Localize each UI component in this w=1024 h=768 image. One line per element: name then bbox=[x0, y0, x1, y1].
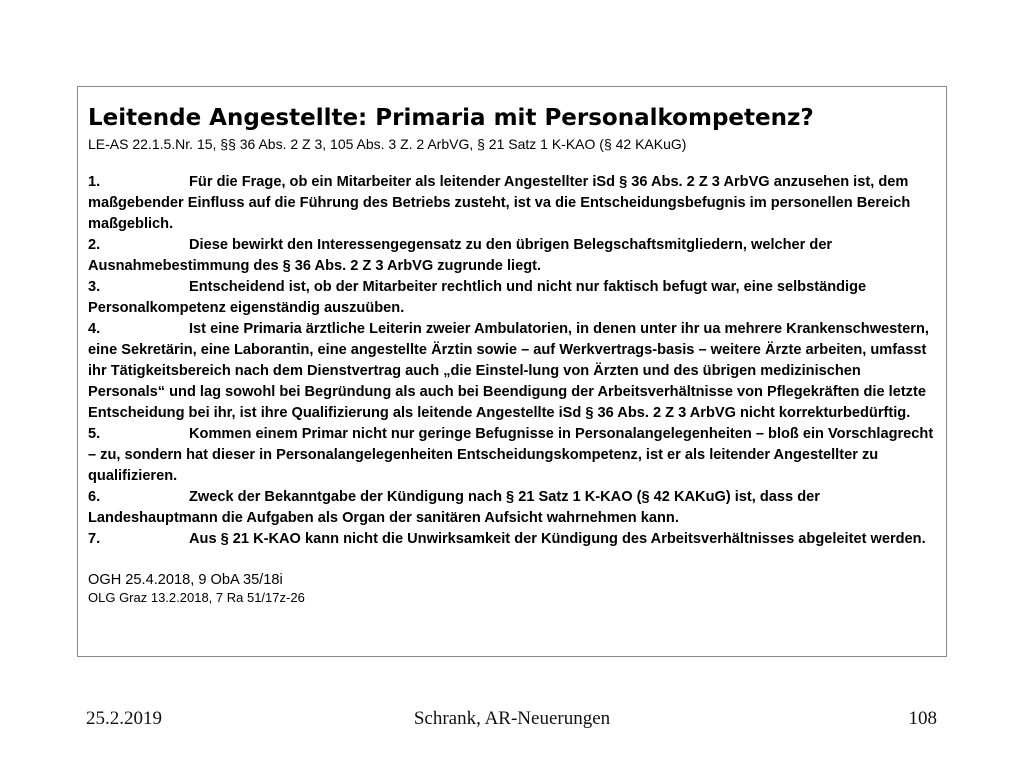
item-number: 6. bbox=[88, 489, 101, 505]
item-number: 1. bbox=[88, 174, 101, 190]
item-number: 3. bbox=[88, 279, 101, 295]
list-item bbox=[88, 172, 936, 235]
spacer bbox=[88, 153, 936, 172]
item-text: Diese bewirkt den Interessengegensatz zu den übrigen Belegschaftsmitgliedern, welcher der Ausnahmebestimmung des § 36 Abs. 2 Z 3 ArbVG zugrunde liegt. bbox=[88, 237, 833, 274]
footer-title: Schrank, AR-Neuerungen bbox=[413, 708, 611, 729]
page-number: 108 bbox=[908, 708, 937, 729]
item-text: Kommen einem Primar nicht nur geringe Befugnisse in Personalangelegenheiten – bloß ein Vorschlagrecht – zu, sondern hat dieser in Personalangelegenheiten Entscheidungskompetenz, ist er als leitender Angestellter zu qualifizieren. bbox=[88, 426, 934, 484]
item-number: 4. bbox=[88, 321, 101, 337]
list-item bbox=[88, 277, 936, 319]
slide-title: Leitende Angestellte: Primaria mit Personalkompetenz? bbox=[88, 105, 814, 131]
list-item bbox=[88, 487, 936, 529]
list-item bbox=[88, 424, 936, 487]
item-number: 2. bbox=[88, 237, 101, 253]
item-text: Entscheidend ist, ob der Mitarbeiter rechtlich und nicht nur faktisch befugt war, eine selbständige Personalkompetenz eigenständig auszuüben. bbox=[88, 279, 867, 316]
item-list bbox=[88, 172, 936, 550]
item-number: 5. bbox=[88, 426, 101, 442]
list-item bbox=[88, 235, 936, 277]
list-item bbox=[88, 529, 936, 550]
item-text: Für die Frage, ob ein Mitarbeiter als leitender Angestellter iSd § 36 Abs. 2 Z 3 ArbVG anzusehen ist, dem maßgebender Einfluss auf die Führung des Betriebs zusteht, ist va die Entscheidungsbefugnis im personellen Bereich maßgeblich. bbox=[88, 174, 911, 232]
court-citation-olg: OLG Graz 13.2.2018, 7 Ra 51/17z-26 bbox=[88, 590, 305, 605]
item-number: 7. bbox=[88, 531, 101, 547]
item-text: Zweck der Bekanntgabe der Kündigung nach § 21 Satz 1 K-KAO (§ 42 KAKuG) ist, dass der Landeshauptmann die Aufgaben als Organ der sanitären Aufsicht wahrnehmen kann. bbox=[88, 489, 820, 526]
slide-content-box bbox=[77, 86, 947, 657]
item-text: Aus § 21 K-KAO kann nicht die Unwirksamkeit der Kündigung des Arbeitsverhältnisses abgeleitet werden. bbox=[189, 531, 926, 547]
item-text: Ist eine Primaria ärztliche Leiterin zweier Ambulatorien, in denen unter ihr ua mehrere Krankenschwestern, eine Sekretärin, eine Laborantin, eine angestellte Ärztin sowie – auf Werkvertrags-basis – weitere Ärzte arbeiten, umfasst ihr Tätigkeitsbereich nach dem Dienstvertrag auch „die Einstel-lung von Ärzten und des übrigen medizinischen Personals“ und lag sowohl bei Begründung als auch bei Beendigung der Arbeitsverhältnisse von Pflegekräften die letzte Entscheidung bei ihr, ist ihre Qualifizierung als leitende Angestellte iSd § 36 Abs. 2 Z 3 ArbVG nicht korrekturbedürftig. bbox=[88, 321, 929, 421]
court-citation-ogh: OGH 25.4.2018, 9 ObA 35/18i bbox=[88, 572, 283, 588]
footer-date: 25.2.2019 bbox=[86, 708, 162, 729]
slide-subtitle: LE-AS 22.1.5.Nr. 15, §§ 36 Abs. 2 Z 3, 105 Abs. 3 Z. 2 ArbVG, § 21 Satz 1 K-KAO (§ 42 KAKuG) bbox=[88, 136, 687, 152]
list-item bbox=[88, 319, 936, 424]
